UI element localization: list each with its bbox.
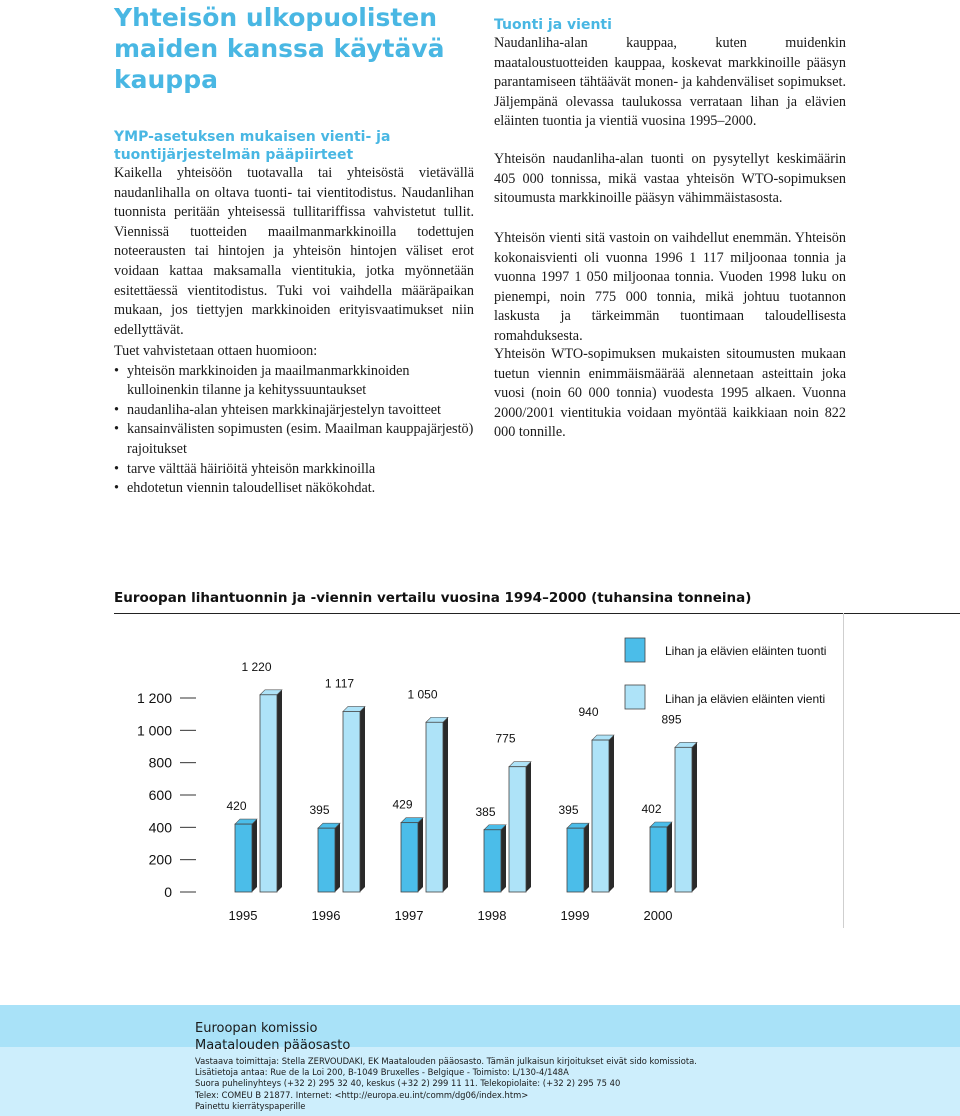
export-bar [426,722,443,892]
y-tick-label: 1 000 [136,722,172,739]
y-tick-label: 600 [148,787,172,803]
import-bar [235,824,252,892]
legend-label-import: Lihan ja elävien eläinten tuonti [665,644,827,658]
x-tick-label: 1998 [477,908,507,923]
data-label: 1 117 [324,676,355,691]
x-tick-label: 2000 [643,908,673,923]
list-item-text: naudanliha-alan yhteisen markkinajärjestelyn tavoitteet [127,401,441,418]
data-label: 429 [392,797,413,812]
import-bar-side [252,819,257,892]
list-item-text: yhteisön markkinoiden ja maailmanmarkkinoiden kulloinenkin tilanne ja kehityssuuntaukset [127,362,410,399]
export-bar-side [692,742,697,892]
footer-line: Painettu kierrätyspaperille [195,1100,306,1111]
left-subheading: YMP-asetuksen mukaisen vienti- ja tuontijärjestelmän pääpiirteet [114,129,391,163]
y-tick-label: 200 [148,851,172,868]
right-paragraph-3: Yhteisön vienti sitä vastoin on vaihdellut enemmän. Yhteisön kokonaisvienti oli vuonna 1996 1 117 miljoonaa tonnia ja vuonna 1997 1 050 miljoonaa tonnia. Vuoden 1998 luku on pienempi, noin 775 000 tonnia, mikä johtuu tuotannon laskusta ja tärkeimmän tuontimaan taloudellisesta romahduksesta. [494,230,846,344]
footer-line: Vastaava toimittaja: Stella ZERVOUDAKI, EK Maatalouden pääosasto. Tämän julkaisun kirjoitukset eivät sido komissiota. [195,1056,697,1066]
list-item [114,460,474,480]
import-bar [484,830,501,892]
list-item [114,479,474,499]
import-bar [318,828,335,892]
data-label: 385 [475,804,496,819]
list-item [114,401,474,421]
footer-institution [195,1020,350,1054]
page-title: Yhteisön ulkopuolisten maiden kanssa käytävä kauppa [114,3,445,94]
legend-label-export: Lihan ja elävien eläinten vienti [665,692,826,706]
footer-line: Suora puhelinyhteys (+32 2) 295 32 40, keskus (+32 2) 299 11 11. Telekopiolaite: (+32 2) 295 75 40 [195,1078,621,1089]
legend-swatch-export [625,685,645,709]
list-item [114,420,474,459]
list-item-text: kansainvälisten sopimusten (esim. Maailman kauppajärjestö) rajoitukset [127,421,474,457]
directorate-name: Maatalouden pääosasto [195,1038,351,1053]
data-label: 895 [661,712,682,727]
list-item-text: tarve välttää häiriöitä yhteisön markkinoilla [127,460,376,477]
import-bar-side [501,825,506,892]
x-tick-label: 1997 [394,908,424,923]
export-bar [260,695,277,892]
y-tick-label: 1 200 [136,690,172,706]
y-tick-label: 800 [148,754,172,771]
right-paragraph-4: Yhteisön WTO-sopimuksen mukaisten sitoumusten mukaan tuetun viennin enimmäismäärää alennetaan asteittain joka vuosi (noin 60 000 tonnia) vuodesta 1995 alkaen. Vuonna 2000/2001 vientitukia voidaan myöntää kaikkiaan noin 822 000 tonnille. [494,346,846,441]
export-bar-side [360,706,365,892]
footer-line: Telex: COMEU B 21877. Internet: <http://europa.eu.int/comm/dg06/index.htm> [195,1089,529,1100]
eu-flag-icon [114,1018,184,1088]
chart-title-rule [114,613,960,614]
support-intro: Tuet vahvistetaan ottaen huomioon: [114,343,318,359]
data-label: 940 [578,705,599,720]
y-tick-label: 400 [148,819,172,836]
support-list [114,362,474,499]
institution-name: Euroopan komissio [195,1021,318,1036]
import-bar-side [335,823,340,892]
export-bar [343,711,360,892]
bar-chart [100,630,860,930]
right-column [494,16,846,132]
y-tick-label: 0 [164,884,172,900]
export-bar-side [443,717,448,892]
import-bar-side [667,822,672,892]
data-label: 395 [309,803,330,818]
bullet-glyph: • [114,362,119,379]
list-item [114,362,474,401]
list-item-text: ehdotetun viennin taloudelliset näkökohdat. [127,480,376,497]
left-paragraph-1: Kaikella yhteisöön tuotavalla tai yhteisöstä vietävällä naudanlihalla on oltava tuonti- tai vientitodistus. Naudanlihan tuonnista peritään yhteisessä tullitariffissa vahvistetut tullit. Viennissä tuotteiden maailmanmarkkinoilla todettujen noteerausten tai hintojen ja yhteisön hintojen väliset erot voidaan kattaa maksamalla vientitukia, jotka myönnetään esitettäessä vientitodistus. Tuki voi vaihdella määräpaikan mukaan, jos tiettyjen markkinoiden erityisvaatimukset niin edellyttävät. [114,165,474,338]
bullet-glyph: • [114,480,119,497]
data-label: 402 [641,802,662,817]
import-bar [650,827,667,892]
export-bar [675,747,692,892]
data-label: 420 [226,799,247,814]
export-bar-side [526,762,531,892]
export-bar [509,767,526,892]
import-bar [401,823,418,892]
export-bar-side [609,735,614,892]
right-paragraph-2: Yhteisön naudanliha-alan tuonti on pysytellyt keskimäärin 405 000 tonnissa, mikä vastaa yhteisön WTO-sopimuksen sitoumusta markkinoille pääsyn vähimmäistasosta. [494,151,846,207]
bullet-glyph: • [114,421,119,438]
right-subheading: Tuonti ja vienti [494,17,612,33]
footer-line: Lisätietoja antaa: Rue de la Loi 200, B-1049 Bruxelles - Belgique - Toimisto: L/130-4/148A [195,1067,569,1078]
x-tick-label: 1999 [560,908,590,923]
footer-details [195,1056,697,1112]
data-label: 395 [558,803,579,818]
data-label: 775 [495,731,516,746]
chart-title: Euroopan lihantuonnin ja -viennin vertailu vuosina 1994–2000 (tuhansina tonneina) [114,590,752,606]
import-bar [567,828,584,892]
legend-swatch-import [625,638,645,662]
left-column [114,128,474,340]
data-label: 1 050 [407,687,438,702]
export-bar-side [277,690,282,892]
x-tick-label: 1996 [311,908,341,923]
export-bar [592,740,609,892]
left-column-support [114,342,474,499]
data-label: 1 220 [241,659,272,674]
import-bar-side [418,818,423,892]
import-bar-side [584,823,589,892]
x-tick-label: 1995 [228,908,258,923]
bullet-glyph: • [114,401,119,418]
bullet-glyph: • [114,460,119,477]
right-paragraph-1: Naudanliha-alan kauppaa, kuten muidenkin maataloustuotteiden kauppaa, koskevat markkinoille pääsyn parantamiseen tähtäävät monen- ja kahdenväliset sopimukset. Jäljempänä olevassa taulukossa verrataan lihan ja elävien eläinten tuontia ja vientiä vuosina 1995–2000. [494,35,846,130]
